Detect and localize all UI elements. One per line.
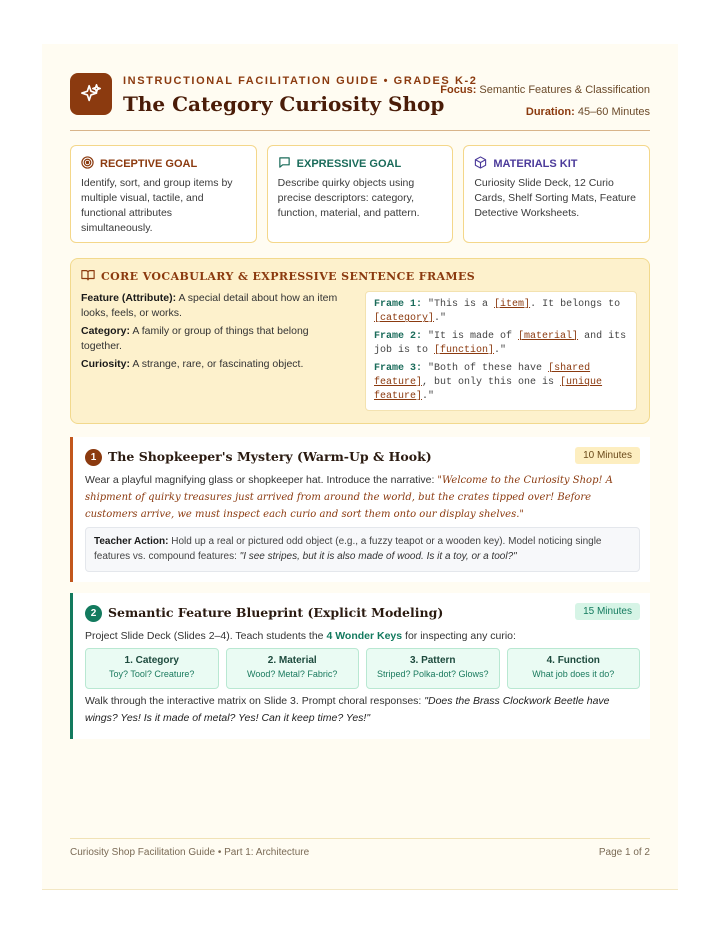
vocab-terms	[81, 291, 351, 376]
frame-text: , but only this one is	[422, 377, 561, 389]
wonder-key-title: 2. Material	[267, 655, 317, 666]
target-icon	[81, 156, 94, 172]
header-divider	[70, 130, 650, 131]
frame-label: Frame 1:	[374, 299, 423, 310]
frame-blank: [unique feature]	[374, 377, 603, 403]
wonder-key-prompt: What job does it do?	[532, 669, 615, 679]
vocab-term: Feature (Attribute):	[81, 292, 177, 304]
goal-title: MATERIALS KIT	[493, 158, 578, 170]
section-title: Semantic Feature Blueprint (Explicit Modeling)	[108, 605, 444, 620]
section-title: The Shopkeeper's Mystery (Warm-Up & Hook)	[108, 449, 432, 464]
goal-text: Identify, sort, and group items by multiple visual, tactile, and functional attributes simultaneously.	[81, 177, 233, 234]
frame-blank: [material]	[518, 330, 579, 342]
frame-text: "This is a	[428, 299, 495, 310]
goal-title: EXPRESSIVE GOAL	[296, 158, 402, 170]
frame-text: "Both of these have	[428, 362, 549, 374]
wonder-key-title: 1. Category	[124, 655, 179, 666]
wonder-key-prompt: Striped? Polka-dot? Glows?	[376, 669, 489, 679]
wonder-key-title: 4. Function	[546, 655, 600, 666]
frame-text: "It is made of	[428, 330, 519, 342]
section-feature-blueprint	[70, 593, 650, 739]
teacher-action-box	[85, 527, 640, 572]
goal-text: Describe quirky objects using precise descriptors: category, function, material, and pattern.	[277, 177, 420, 219]
frame-text: and its job is to	[374, 330, 627, 357]
sparkle-icon	[70, 73, 112, 115]
vocab-term-row	[81, 291, 351, 320]
frame-label: Frame 3:	[374, 362, 423, 374]
teacher-action-quote: "I see stripes, but it is also made of wood. Is it a toy, or a tool?"	[239, 551, 517, 562]
duration-value: 45–60 Minutes	[577, 106, 650, 118]
expressive-goal-card	[267, 145, 454, 243]
vocabulary-box	[70, 258, 650, 424]
goal-cards	[70, 145, 650, 243]
wonder-key-title: 3. Pattern	[409, 655, 456, 666]
section-number: 1	[85, 449, 102, 466]
vocab-definition: A special detail about how an item looks, feels, or works.	[81, 292, 338, 319]
section-intro: Project Slide Deck (Slides 2–4). Teach students the	[85, 630, 327, 642]
lesson-meta	[440, 79, 650, 123]
section-number: 2	[85, 605, 102, 622]
footer-divider	[70, 838, 650, 839]
page-header	[70, 72, 650, 130]
frame-text: ."	[434, 313, 447, 325]
frame-text: . It belongs to	[530, 299, 621, 310]
focus-value: Semantic Features & Classification	[479, 84, 650, 96]
book-icon	[81, 269, 95, 284]
receptive-goal-card	[70, 145, 257, 243]
frame-blank: [item]	[494, 299, 531, 310]
frame-text: ."	[494, 345, 507, 357]
page-number: Page 1 of 2	[598, 847, 650, 858]
goal-text: Curiosity Slide Deck, 12 Curio Cards, Shelf Sorting Mats, Feature Detective Worksheets.	[474, 177, 636, 219]
materials-kit-card	[463, 145, 650, 243]
narrative-quote: "Welcome to the Curiosity Shop! A shipment of quirky treasures just arrived from around the world, but the crates tipped over! Before customers arrive, we must inspect each curio and sort them onto our display shelves."	[85, 475, 613, 520]
focus-label: Focus:	[440, 84, 477, 96]
duration-label: Duration:	[525, 106, 575, 118]
wonder-key-prompt: Toy? Tool? Creature?	[109, 669, 195, 679]
frame-blank: [function]	[434, 345, 495, 357]
choral-quote: "Does the Brass Clockwork Beetle have wings? Yes! Is it made of metal? Yes! Can it keep time? Yes!"	[85, 695, 610, 724]
sentence-frame	[374, 298, 628, 327]
guide-eyebrow: INSTRUCTIONAL FACILITATION GUIDE • GRADES K-2	[123, 75, 478, 87]
walkthrough-text	[85, 693, 640, 727]
vocab-definition: A family or group of things that belong together.	[81, 325, 309, 352]
section-body	[85, 628, 640, 645]
teacher-action-label: Teacher Action:	[94, 536, 169, 547]
wonder-key-prompt: Wood? Metal? Fabric?	[247, 669, 338, 679]
wonder-key-card	[85, 648, 219, 689]
walkthrough-intro: Walk through the interactive matrix on Slide 3. Prompt choral responses:	[85, 695, 425, 707]
frame-blank: [shared feature]	[374, 362, 591, 389]
wonder-key-card	[366, 648, 500, 689]
wonder-keys	[85, 648, 640, 689]
section-intro-end: for inspecting any curio:	[402, 630, 516, 642]
frame-blank: [category]	[374, 313, 435, 325]
sentence-frames	[365, 291, 637, 411]
vocab-term-row	[81, 357, 351, 372]
frame-label: Frame 2:	[374, 330, 423, 342]
sentence-frame	[374, 330, 628, 359]
wonder-key-card	[507, 648, 641, 689]
page-title: The Category Curiosity Shop	[123, 92, 445, 116]
section-body	[85, 472, 640, 523]
wonder-keys-highlight: 4 Wonder Keys	[326, 630, 403, 642]
section-warm-up	[70, 437, 650, 582]
cube-icon	[474, 156, 487, 172]
footer-title: Curiosity Shop Facilitation Guide • Part 1: Architecture	[70, 847, 310, 858]
vocab-term: Category:	[81, 325, 131, 337]
frame-text: ."	[422, 391, 435, 403]
duration-badge: 10 Minutes	[575, 447, 640, 464]
duration-badge: 15 Minutes	[575, 603, 640, 620]
vocab-definition: A strange, rare, or fascinating object.	[132, 358, 304, 370]
goal-title: RECEPTIVE GOAL	[100, 158, 198, 170]
vocab-heading: CORE VOCABULARY & EXPRESSIVE SENTENCE FRAMES	[101, 270, 476, 283]
sentence-frame	[374, 362, 628, 405]
guide-page	[42, 44, 678, 890]
vocab-term: Curiosity:	[81, 358, 131, 370]
teacher-action-text: Hold up a real or pictured odd object (e.g., a fuzzy teapot or a wooden key). Model noticing single features vs. compound features:	[94, 536, 602, 562]
section-intro: Wear a playful magnifying glass or shopkeeper hat. Introduce the narrative:	[85, 474, 438, 486]
wonder-key-card	[226, 648, 360, 689]
speech-bubble-icon	[278, 156, 291, 172]
vocab-term-row	[81, 324, 351, 353]
